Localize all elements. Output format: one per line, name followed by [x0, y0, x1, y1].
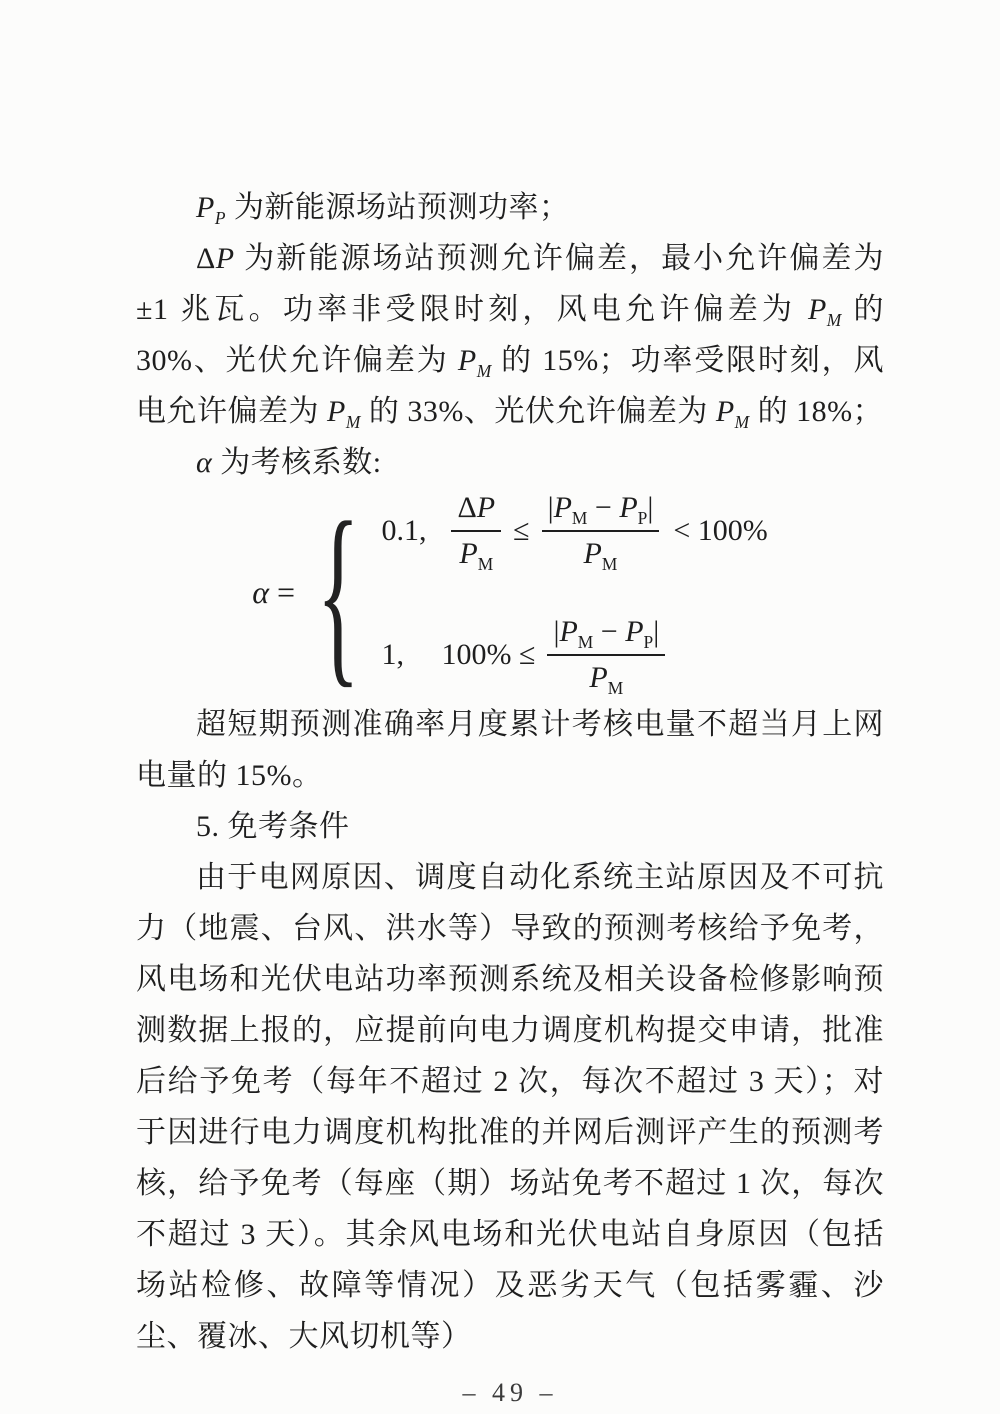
paragraph-pp-definition: $P_P$ 为新能源场站预测功率； — [196, 191, 570, 228]
formula-lhs: α = — [252, 574, 296, 610]
formula-cases — [381, 490, 768, 698]
paragraph-deltap-definition: ΔP 为新能源场站预测允许偏差，最小允许偏差为±1 兆瓦。功率非受限时刻，风电允许偏差为 $P_M$ 的 30%、光伏允许偏差为 $P_M$ 的 15%；功率受限时刻，风电允许偏差为 $P_M$ 的 33%、光伏允许偏差为 $P_M$ 的 18%； — [136, 242, 885, 432]
case1-frac2-denominator: $P_M$ — [583, 536, 618, 574]
paragraph-alpha-definition: α 为考核系数: — [196, 446, 382, 479]
paragraph-monthly-assessment-limit: 超短期预测准确率月度累计考核电量不超当月上网电量的 15%。 — [136, 708, 884, 792]
case1-frac1-numerator: ΔP — [451, 491, 501, 532]
left-brace: { — [316, 480, 360, 704]
formula-case-1 — [381, 490, 768, 574]
document-body — [136, 182, 884, 1362]
case1-upper-bound: < 100% — [673, 513, 768, 547]
heading-exemption-conditions: 5. 免考条件 — [196, 810, 350, 843]
page-number: – 49 – — [462, 1378, 558, 1407]
case2-frac-numerator: $|P_M - P_P|$ — [547, 615, 665, 656]
case2-lower-bound: 100% ≤ — [441, 637, 536, 671]
case1-frac1-denominator: $P_M$ — [459, 536, 494, 574]
paragraph-exemption-details: 由于电网原因、调度自动化系统主站原因及不可抗力（地震、台风、洪水等）导致的预测考核给予免考，风电场和光伏电站功率预测系统及相关设备检修影响预测数据上报的，应提前向电力调度机构提交申请，批准后给予免考（每年不超过 2 次，每次不超过 3 天）；对于因进行电力调度机构批准的并网后测评产生的预测考核，给予免考（每座（期）场站免考不超过 1 次，每次不超过 3 天）。其余风电场和光伏电站自身原因（包括场站检修、故障等情况）及恶劣天气（包括雾霾、沙尘、覆冰、大风切机等） — [136, 861, 884, 1353]
alpha-piecewise-formula — [136, 480, 884, 704]
case2-value: 1, — [381, 637, 404, 671]
case1-leq-sign: ≤ — [513, 513, 530, 547]
case2-fraction-absdiff-over-PM — [547, 614, 665, 698]
case1-fraction-absdiff-over-PM — [542, 490, 660, 574]
formula-case-2 — [381, 614, 767, 698]
case1-value: 0.1, — [381, 513, 427, 547]
case1-frac2-numerator: $|P_M - P_P|$ — [542, 491, 660, 532]
case1-fraction-deltaP-over-PM — [451, 490, 501, 574]
case2-frac-denominator: $P_M$ — [589, 660, 624, 698]
